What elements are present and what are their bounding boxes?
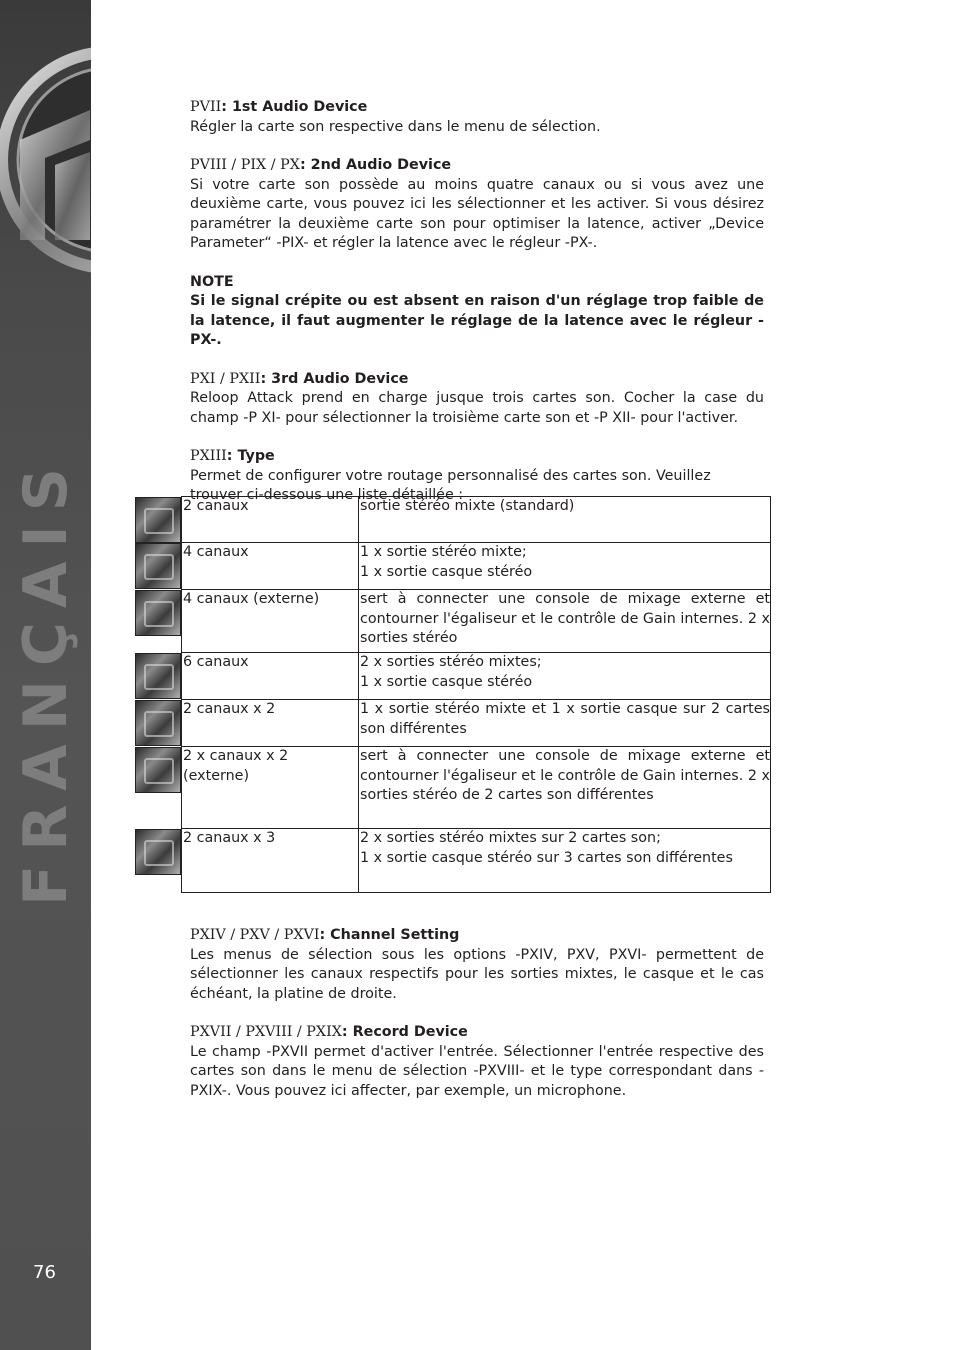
page-number: 76 xyxy=(33,1262,56,1283)
table-row xyxy=(135,829,771,893)
description-cell: sortie stéréo mixte (standard) xyxy=(359,497,771,543)
six-channel-icon xyxy=(135,653,181,699)
external-mixer-icon xyxy=(135,590,181,636)
description-cell: 1 x sortie stéréo mixte; 1 x sortie casque stéréo xyxy=(359,543,771,590)
section-pxiv xyxy=(190,926,764,1004)
section-body: Le champ -PXVII permet d'activer l'entrée. Sélectionner l'entrée respective des cartes son dans le menu de sélection -PXVIII- et le type correspondant dans -PXIX-. Vous pouvez ici affecter, par exemple, un microphone. xyxy=(190,1043,764,1099)
section-pvii xyxy=(190,98,764,137)
section-pxvii xyxy=(190,1023,764,1101)
description-cell: 2 x sorties stéréo mixtes sur 2 cartes son; 1 x sortie casque stéréo sur 3 cartes son différentes xyxy=(359,829,771,893)
description-cell: 2 x sorties stéréo mixtes; 1 x sortie casque stéréo xyxy=(359,653,771,700)
mode-cell: 2 canaux xyxy=(182,497,359,543)
section-body: Reloop Attack prend en charge jusque trois cartes son. Cocher la case du champ -P XI- pour sélectionner la troisième carte son et -P XII- pour l'activer. xyxy=(190,390,764,426)
brand-logo-icon xyxy=(0,40,91,280)
table-row xyxy=(135,497,771,543)
description-cell: 1 x sortie stéréo mixte et 1 x sortie casque sur 2 cartes son différentes xyxy=(359,700,771,747)
section-heading: PXI / PXII: 3rd Audio Device xyxy=(190,370,409,387)
mode-cell: 2 canaux x 3 xyxy=(182,829,359,893)
triple-soundcard-icon xyxy=(135,829,181,875)
section-pviii xyxy=(190,156,764,254)
main-content xyxy=(190,98,764,525)
dual-external-mixer-icon xyxy=(135,747,181,793)
note-body: Si le signal crépite ou est absent en raison d'un réglage trop faible de la latence, il faut augmenter le réglage de la latence avec le régleur -PX-. xyxy=(190,293,764,348)
section-heading: PXIII: Type xyxy=(190,448,275,464)
mode-cell: 2 canaux x 2 xyxy=(182,700,359,747)
section-body: Les menus de sélection sous les options -PXIV, PXV, PXVI- permettent de sélectionner les canaux respectifs pour les sorties mixtes, le casque et le cas échéant, la platine de droite. xyxy=(190,946,764,1002)
section-body: Si votre carte son possède au moins quatre canaux ou si vous avez une deuxième carte, vous pouvez ici les sélectionner et les activer. Si vous désirez paramétrer la deuxième carte son pour optimiser la latence, activer „Device Parameter“ -PIX- et régler la latence avec le régleur -PX-. xyxy=(190,176,764,251)
section-heading: PVIII / PIX / PX: 2nd Audio Device xyxy=(190,157,452,173)
section-pxi xyxy=(190,370,764,429)
table-row xyxy=(135,653,771,700)
mode-cell: 4 canaux (externe) xyxy=(182,590,359,653)
table-row xyxy=(135,590,771,653)
sidebar xyxy=(0,0,91,1350)
description-cell: sert à connecter une console de mixage externe et contourner l'égaliseur et le contrôle de Gain internes. 2 x sorties stéréo xyxy=(359,590,771,653)
soundcard-headphone-icon xyxy=(135,543,181,589)
dual-soundcard-icon xyxy=(135,700,181,746)
table-row xyxy=(135,543,771,590)
section-body: Régler la carte son respective dans le menu de sélection. xyxy=(190,118,601,135)
mode-cell: 4 canaux xyxy=(182,543,359,590)
routing-table xyxy=(135,496,771,893)
section-body: Permet de configurer votre routage personnalisé des cartes son. Veuillez trouver ci-dessous une liste détaillée : xyxy=(190,467,711,503)
section-heading: PVII: 1st Audio Device xyxy=(190,99,368,115)
section-heading: PXIV / PXV / PXVI: Channel Setting xyxy=(190,927,460,943)
description-cell: sert à connecter une console de mixage externe et contourner l'égaliseur et le contrôle de Gain internes. 2 x sorties stéréo de 2 cartes son différentes xyxy=(359,747,771,829)
mode-cell: 6 canaux xyxy=(182,653,359,700)
section-note xyxy=(190,273,764,351)
mode-cell: 2 x canaux x 2 (externe) xyxy=(182,747,359,829)
note-heading: NOTE xyxy=(190,273,234,290)
table-row xyxy=(135,700,771,747)
soundcard-routing-icon xyxy=(135,497,181,543)
language-label: FRANÇAIS xyxy=(11,454,81,906)
table-row xyxy=(135,747,771,829)
section-heading: PXVII / PXVIII / PXIX: Record Device xyxy=(190,1024,468,1040)
bottom-content xyxy=(190,926,764,1120)
